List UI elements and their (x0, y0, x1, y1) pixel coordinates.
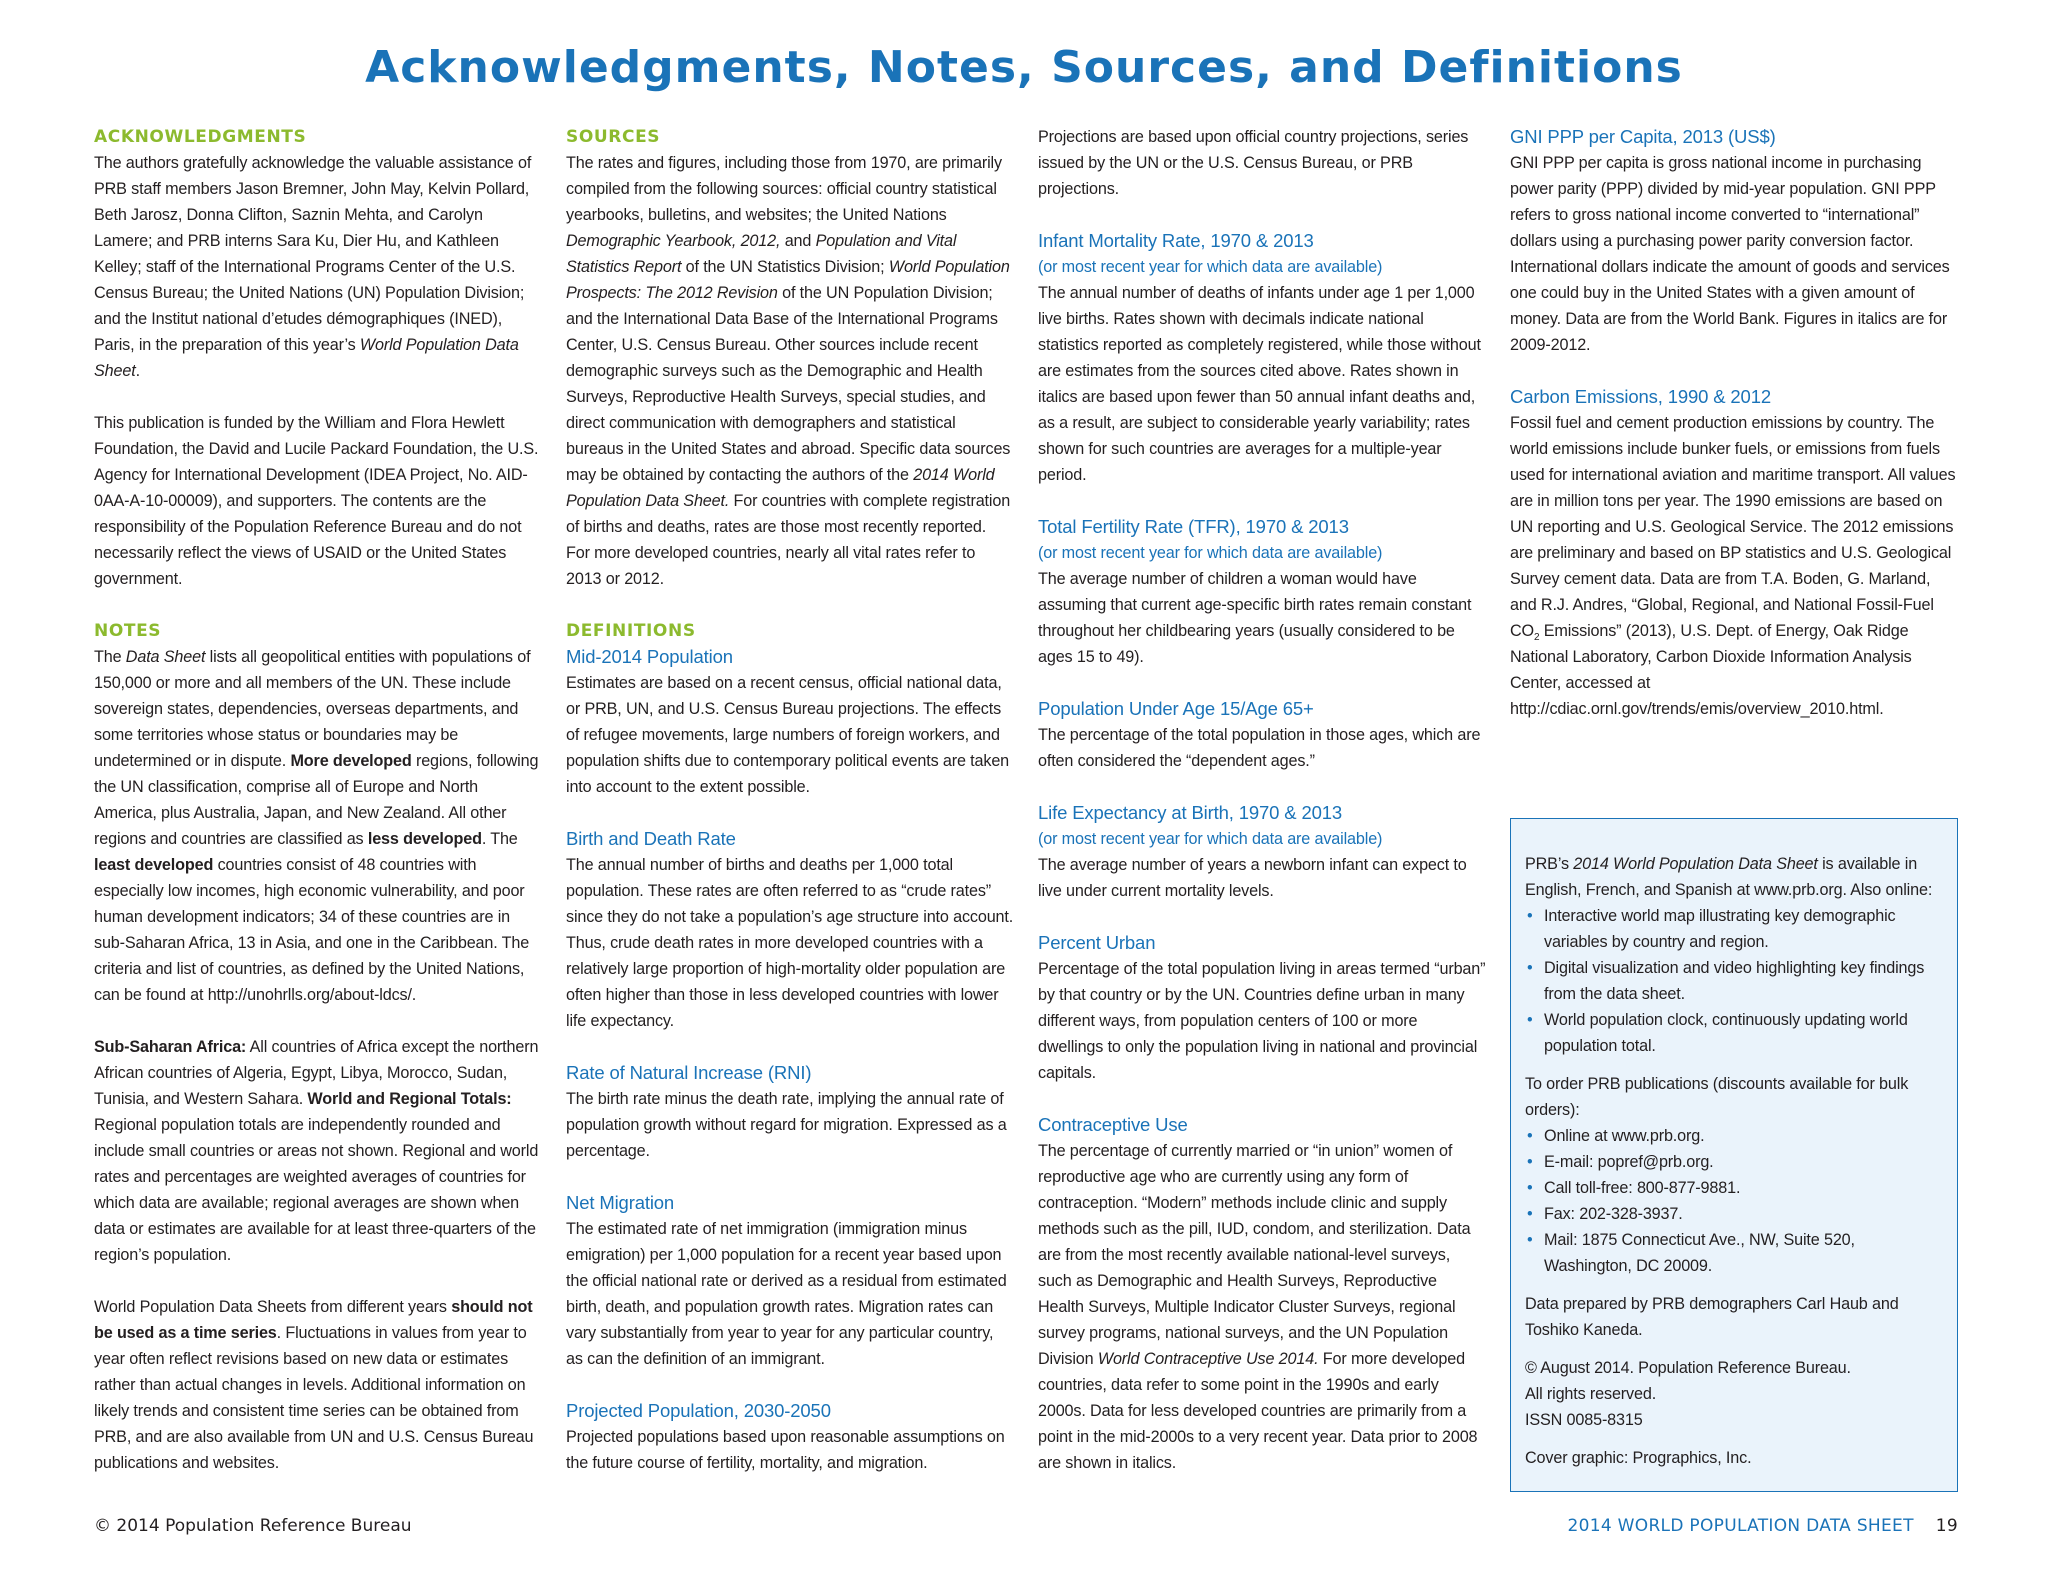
birth-death-title: Birth and Death Rate (566, 828, 736, 849)
rni-text: The birth rate minus the death rate, implying the annual rate of population growth without regard for migration. Expressed as a percentage. (566, 1090, 1007, 1160)
data-prepared-note: Data prepared by PRB demographers Carl Haub and Toshiko Kaneda. (1525, 1295, 1899, 1339)
gni-text: GNI PPP per capita is gross national income in purchasing power parity (PPP) divided by mid-year population. GNI PPP refers to gross national income converted to “international” dollars using a purchasing power parity conversion factor. International dollars indicate the amount of goods and services one could buy in the United States with a given amount of money. Data are from the World Bank. Figures in italics are for 2009-2012. (1510, 154, 1950, 354)
carbon-emissions-text: Fossil fuel and cement production emissions by country. The world emissions include bunker fuels, or emissions from fuels used for international aviation and maritime transport. All values are in million tons per year. The 1990 emissions are based on UN reporting and U.S. Geological Service. The 2012 emissions are preliminary and based on BP statistics and U.S. Geological Survey cement data. Data are from T.A. Boden, G. Marland, and R.J. Andres, “Global, Regional, and National Fossil-Fuel $CO_2$ Emissions” (2013), U.S. Dept. of Energy, Oak Ridge National Laboratory, Carbon Dioxide Information Analysis Center, accessed at http://cdiac.ornl.gov/trends/emis/overview_2010.html. (1510, 414, 1956, 718)
list-item: • Call toll-free: 800-877-9881. (1525, 1175, 1943, 1201)
page-title: Acknowledgments, Notes, Sources, and Definitions (365, 42, 1683, 93)
column-4 (1510, 124, 1958, 722)
footer-copyright: © 2014 Population Reference Bureau (94, 1516, 412, 1536)
list-item: • Mail: 1875 Connecticut Ave., NW, Suite 520, Washington, DC 20009. (1525, 1227, 1943, 1279)
infant-mortality-text: The annual number of deaths of infants under age 1 per 1,000 live births. Rates shown with decimals indicate national statistics reported as completely registered, while those without are estimates from the sources cited above. Rates shown in italics are based upon fewer than 50 annual infant deaths and, as a result, are subject to considerable yearly variability; rates shown for such countries are averages for a multiple-year period. (1038, 284, 1481, 484)
projected-population-text: Projected populations based upon reasonable assumptions on the future course of fertility, mortality, and migration. (566, 1428, 1005, 1472)
rni-title: Rate of Natural Increase (RNI) (566, 1062, 812, 1083)
under15-text: The percentage of the total population in those ages, which are often considered the “dependent ages.” (1038, 726, 1481, 770)
mid-population-title: Mid-2014 Population (566, 646, 733, 667)
net-migration-text: The estimated rate of net immigration (immigration minus emigration) per 1,000 population for a recent year based upon the official national rate or derived as a residual from estimated birth, death, and population growth rates. Migration rates can vary substantially from year to year for any particular country, as can the definition of an immigrant. (566, 1220, 1007, 1368)
cover-credit: Cover graphic: Prographics, Inc. (1525, 1449, 1752, 1467)
page-number: 19 (1935, 1516, 1958, 1536)
publication-info-box (1510, 818, 1958, 1492)
contraceptive-use-title: Contraceptive Use (1038, 1114, 1188, 1135)
percent-urban-title: Percent Urban (1038, 932, 1156, 953)
notes-paragraph-1: The Data Sheet lists all geopolitical entities with populations of 150,000 or more and all members of the UN. These include sovereign states, dependencies, overseas departments, and some territories whose status or boundaries may be undetermined or in dispute. More developed regions, following the UN classification, comprise all of Europe and North America, plus Australia, Japan, and New Zealand. All other regions and countries are classified as less developed. The least developed countries consist of 48 countries with especially low incomes, high economic vulnerability, and poor human development indicators; 34 of these countries are in sub-Saharan Africa, 13 in Asia, and one in the Caribbean. The criteria and list of countries, as defined by the United Nations, can be found at http://unohrlls.org/about-ldcs/. (94, 648, 539, 1004)
online-resources-list (1525, 903, 1943, 1059)
tfr-subtitle: (or most recent year for which data are available) (1038, 544, 1383, 562)
life-expectancy-subtitle: (or most recent year for which data are available) (1038, 830, 1383, 848)
acknowledgments-heading: ACKNOWLEDGMENTS (94, 127, 307, 147)
projected-population-title: Projected Population, 2030-2050 (566, 1400, 831, 1421)
percent-urban-text: Percentage of the total population living in areas termed “urban” by that country or by the UN. Countries define urban in many different ways, from population centers of 100 or more dwellings to only the population living in national and provincial capitals. (1038, 960, 1486, 1082)
issn-line: ISSN 0085-8315 (1525, 1411, 1643, 1429)
contraceptive-use-text: The percentage of currently married or “in union” women of reproductive age who are currently using any form of contraception. “Modern” methods include clinic and supply methods such as the pill, IUD, condom, and sterilization. Data are from the most recently available national-level surveys, such as Demographic and Health Surveys, Reproductive Health Surveys, Multiple Indicator Cluster Surveys, regional survey programs, national surveys, and the UN Population Division World Contraceptive Use 2014. For more developed countries, data refer to some point in the 1990s and early 2000s. Data for less developed countries are primarily from a point in the mid-2000s to a very recent year. Data prior to 2008 are shown in italics. (1038, 1142, 1478, 1472)
infant-mortality-title: Infant Mortality Rate, 1970 & 2013 (1038, 230, 1314, 251)
notes-paragraph-3: World Population Data Sheets from different years should not be used as a time series. Fluctuations in values from year to year often reflect revisions based on new data or estimates rather than actual changes in levels. Additional information on likely trends and consistent time series can be obtained from PRB, and are also available from UN and U.S. Census Bureau publications and websites. (94, 1298, 534, 1472)
column-3 (1038, 124, 1486, 1476)
sources-paragraph: The rates and figures, including those from 1970, are primarily compiled from the following sources: official country statistical yearbooks, bulletins, and websites; the United Nations Demographic Yearbook, 2012, and Population and Vital Statistics Report of the UN Statistics Division; World Population Prospects: The 2012 Revision of the UN Population Division; and the International Data Base of the International Programs Center, U.S. Census Bureau. Other sources include recent demographic surveys such as the Demographic and Health Surveys, Reproductive Health Surveys, special studies, and direct communication with demographers and statistical bureaus in the United States and abroad. Specific data sources may be obtained by contacting the authors of the 2014 World Population Data Sheet. For countries with complete registration of births and deaths, rates are those most recently reported. For more developed countries, nearly all vital rates refer to 2013 or 2012. (566, 154, 1011, 588)
list-item: • E-mail: popref@prb.org. (1525, 1149, 1943, 1175)
availability-paragraph: PRB’s 2014 World Population Data Sheet is available in English, French, and Spanish at www.prb.org. Also online: (1525, 855, 1933, 899)
column-2 (566, 124, 1014, 1476)
tfr-title: Total Fertility Rate (TFR), 1970 & 2013 (1038, 516, 1349, 537)
rights-line: All rights reserved. (1525, 1385, 1657, 1403)
definitions-heading: DEFINITIONS (566, 621, 696, 641)
funding-paragraph: This publication is funded by the William and Flora Hewlett Foundation, the David and Lucile Packard Foundation, the U.S. Agency for International Development (IDEA Project, No. AID-0AA-A-10-00009), and supporters. The contents are the responsibility of the Population Reference Bureau and do not necessarily reflect the views of USAID or the United States government. (94, 414, 539, 588)
sources-heading: SOURCES (566, 127, 661, 147)
order-intro: To order PRB publications (discounts available for bulk orders): (1525, 1075, 1909, 1119)
column-1 (94, 124, 542, 1476)
birth-death-text: The annual number of births and deaths per 1,000 total population. These rates are often referred to as “crude rates” since they do not take a population’s age structure into account. Thus, crude death rates in more developed countries with a relatively large proportion of high-mortality older population are often higher than those in less developed countries with lower life expectancy. (566, 856, 1014, 1030)
order-methods-list (1525, 1123, 1943, 1279)
copyright-line: © August 2014. Population Reference Bureau. (1525, 1359, 1851, 1377)
footer-publication-title: 2014 WORLD POPULATION DATA SHEET (1567, 1516, 1914, 1536)
life-expectancy-title: Life Expectancy at Birth, 1970 & 2013 (1038, 802, 1343, 823)
list-item: • Online at www.prb.org. (1525, 1123, 1943, 1149)
notes-heading: NOTES (94, 621, 162, 641)
carbon-emissions-title: Carbon Emissions, 1990 & 2012 (1510, 386, 1771, 407)
projected-population-continued: Projections are based upon official country projections, series issued by the UN or the U.S. Census Bureau, or PRB projections. (1038, 128, 1469, 198)
list-item: • Interactive world map illustrating key demographic variables by country and region. (1525, 903, 1943, 955)
copyright-block (1525, 1355, 1943, 1433)
mid-population-text: Estimates are based on a recent census, official national data, or PRB, UN, and U.S. Census Bureau projections. The effects of refugee movements, large numbers of foreign workers, and population shifts due to contemporary political events are taken into account to the extent possible. (566, 674, 1010, 796)
notes-paragraph-2: Sub-Saharan Africa: All countries of Africa except the northern African countries of Algeria, Egypt, Libya, Morocco, Sudan, Tunisia, and Western Sahara. World and Regional Totals: Regional population totals are independently rounded and include small countries or areas not shown. Regional and world rates and percentages are weighted averages of countries for which data are available; regional averages are shown when data or estimates are available for at least three-quarters of the region’s population. (94, 1038, 539, 1264)
under15-title: Population Under Age 15/Age 65+ (1038, 698, 1314, 719)
list-item: • World population clock, continuously updating world population total. (1525, 1007, 1943, 1059)
tfr-text: The average number of children a woman would have assuming that current age-specific birth rates remain constant throughout her childbearing years (usually considered to be ages 15 to 49). (1038, 570, 1472, 666)
acknowledgments-paragraph: The authors gratefully acknowledge the valuable assistance of PRB staff members Jason Bremner, John May, Kelvin Pollard, Beth Jarosz, Donna Clifton, Saznin Mehta, and Carolyn Lamere; and PRB interns Sara Ku, Dier Hu, and Kathleen Kelley; staff of the International Programs Center of the U.S. Census Bureau; the United Nations (UN) Population Division; and the Institut national d’etudes démographiques (INED), Paris, in the preparation of this year’s World Population Data Sheet. (94, 154, 532, 380)
infant-mortality-subtitle: (or most recent year for which data are available) (1038, 258, 1383, 276)
footer-publication (1567, 1516, 1958, 1536)
net-migration-title: Net Migration (566, 1192, 675, 1213)
life-expectancy-text: The average number of years a newborn infant can expect to live under current mortality levels. (1038, 856, 1467, 900)
gni-title: GNI PPP per Capita, 2013 (US$) (1510, 126, 1776, 147)
list-item: • Fax: 202-328-3937. (1525, 1201, 1943, 1227)
list-item: • Digital visualization and video highlighting key findings from the data sheet. (1525, 955, 1943, 1007)
